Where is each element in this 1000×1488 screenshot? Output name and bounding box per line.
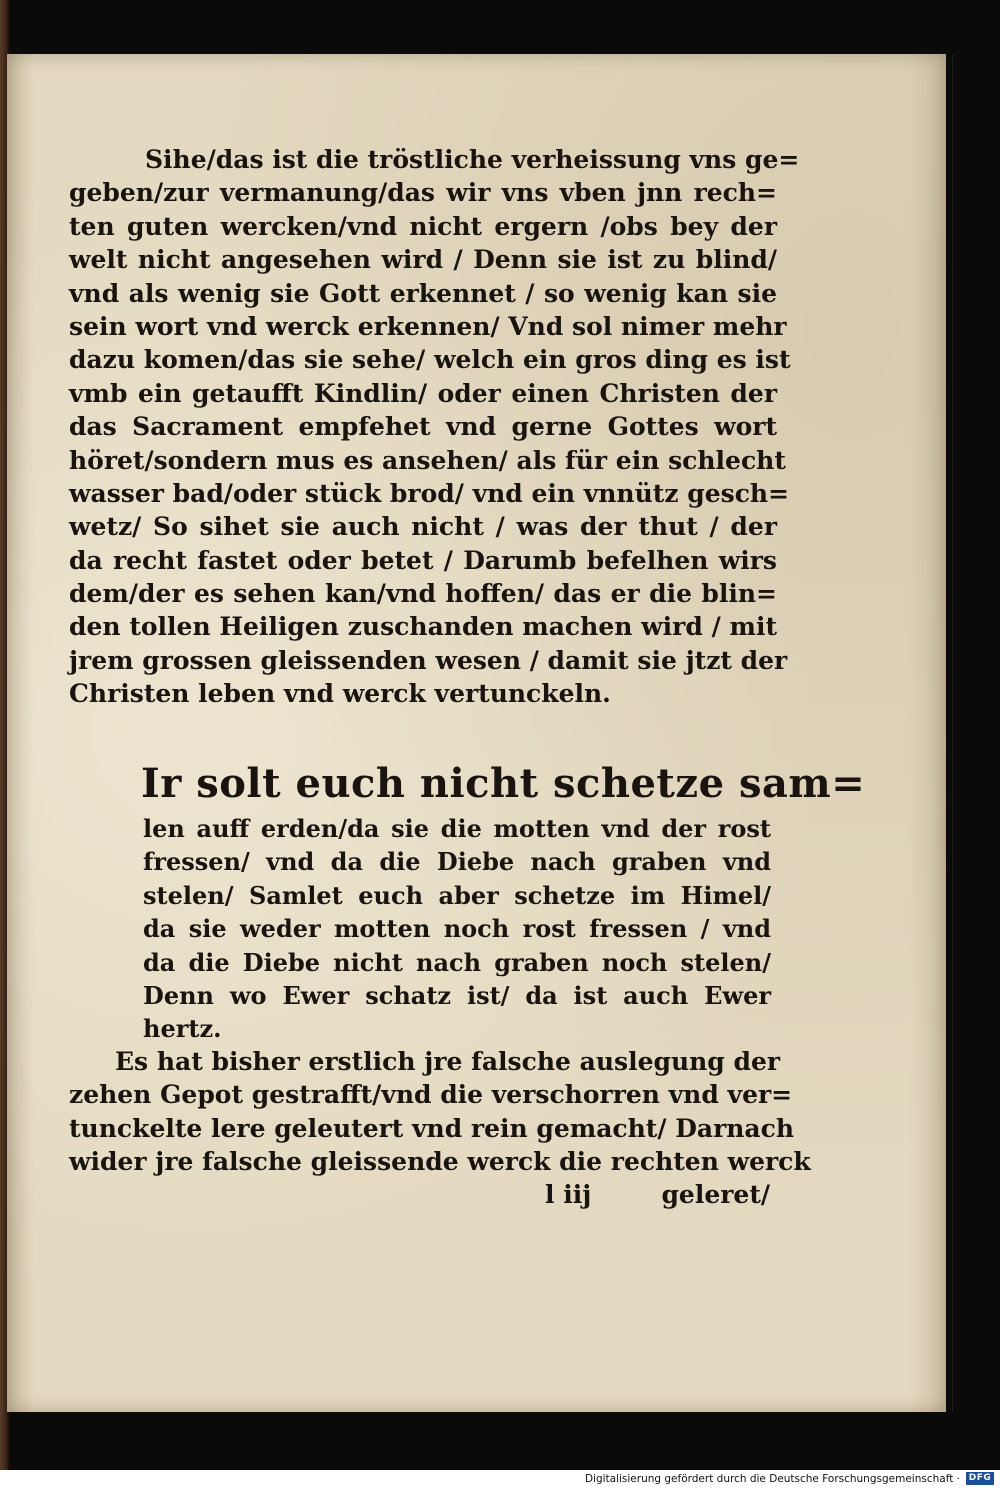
funding-credit: Digitalisierung gefördert durch die Deutsche Forschungsgemeinschaft ·: [584, 1473, 960, 1485]
text-line: len auff erden/da sie die motten vnd der rost: [143, 814, 771, 843]
page-edge-shadow: [952, 54, 953, 1412]
text-line: Es hat bisher erstlich jre falsche auslegung der: [115, 1047, 781, 1076]
text-line: ten guten wercken/vnd nicht ergern /obs bey der: [69, 211, 777, 241]
text-line: welt nicht angesehen wird / Denn sie ist zu blind/: [69, 245, 777, 275]
text-line: da die Diebe nicht nach graben noch stelen/: [143, 947, 771, 977]
signature-mark: l iij: [545, 1180, 592, 1209]
text-line: vnd als wenig sie Gott erkennet / so wenig kan sie: [69, 278, 777, 308]
text-line: da sie weder motten noch rost fressen / vnd: [143, 914, 771, 944]
paragraph-3: [69, 1045, 811, 1179]
text-line: geben/zur vermanung/das wir vns vben jnn rech=: [69, 178, 777, 208]
text-line: wasser bad/oder stück brod/ vnd ein vnnütz gesch=: [69, 478, 790, 508]
scripture-quote: [143, 812, 771, 1046]
digitization-footer: [0, 1470, 1000, 1488]
text-line: stelen/ Samlet euch aber schetze im Himel/: [143, 880, 771, 910]
text-line: Sihe/das ist die tröstliche verheissung vns ge=: [145, 145, 800, 174]
text-line: tunckelte lere geleutert vnd rein gemacht/ Darnach: [69, 1113, 795, 1143]
text-line: fressen/ vnd da die Diebe nach graben vnd: [143, 847, 771, 877]
page-footer-marks: [545, 1180, 770, 1214]
dfg-logo-icon: DFG: [966, 1472, 994, 1485]
text-line: Christen leben vnd werck vertunckeln.: [69, 679, 611, 709]
text-line: vmb ein getaufft Kindlin/ oder einen Christen der: [69, 378, 777, 408]
paragraph-1: [69, 143, 800, 711]
text-line: da recht fastet oder betet / Darumb befelhen wirs: [69, 545, 777, 575]
text-line: wetz/ So sihet sie auch nicht / was der thut / der: [69, 512, 777, 542]
text-line: jrem grossen gleissenden wesen / damit sie jtzt der: [69, 645, 788, 675]
text-line: das Sacrament empfehet vnd gerne Gottes wort: [69, 412, 777, 442]
text-line: höret/sondern mus es ansehen/ als für ein schlecht: [69, 445, 786, 475]
scripture-heading: Ir solt euch nicht schetze sam=: [141, 760, 866, 807]
text-line: dazu komen/das sie sehe/ welch ein gros ding es ist: [69, 345, 791, 375]
text-line: dem/der es sehen kan/vnd hoffen/ das er die blin=: [69, 579, 777, 609]
text-line: hertz.: [143, 1014, 222, 1044]
text-line: zehen Gepot gestrafft/vnd die verschorren vnd ver=: [69, 1080, 793, 1110]
text-line: Denn wo Ewer schatz ist/ da ist auch Ewer: [143, 980, 771, 1010]
text-line: sein wort vnd werck erkennen/ Vnd sol nimer mehr: [69, 311, 787, 341]
text-line: den tollen Heiligen zuschanden machen wird / mit: [69, 612, 777, 642]
text-line: wider jre falsche gleissende werck die rechten werck: [69, 1147, 811, 1177]
catchword: geleret/: [661, 1180, 770, 1209]
